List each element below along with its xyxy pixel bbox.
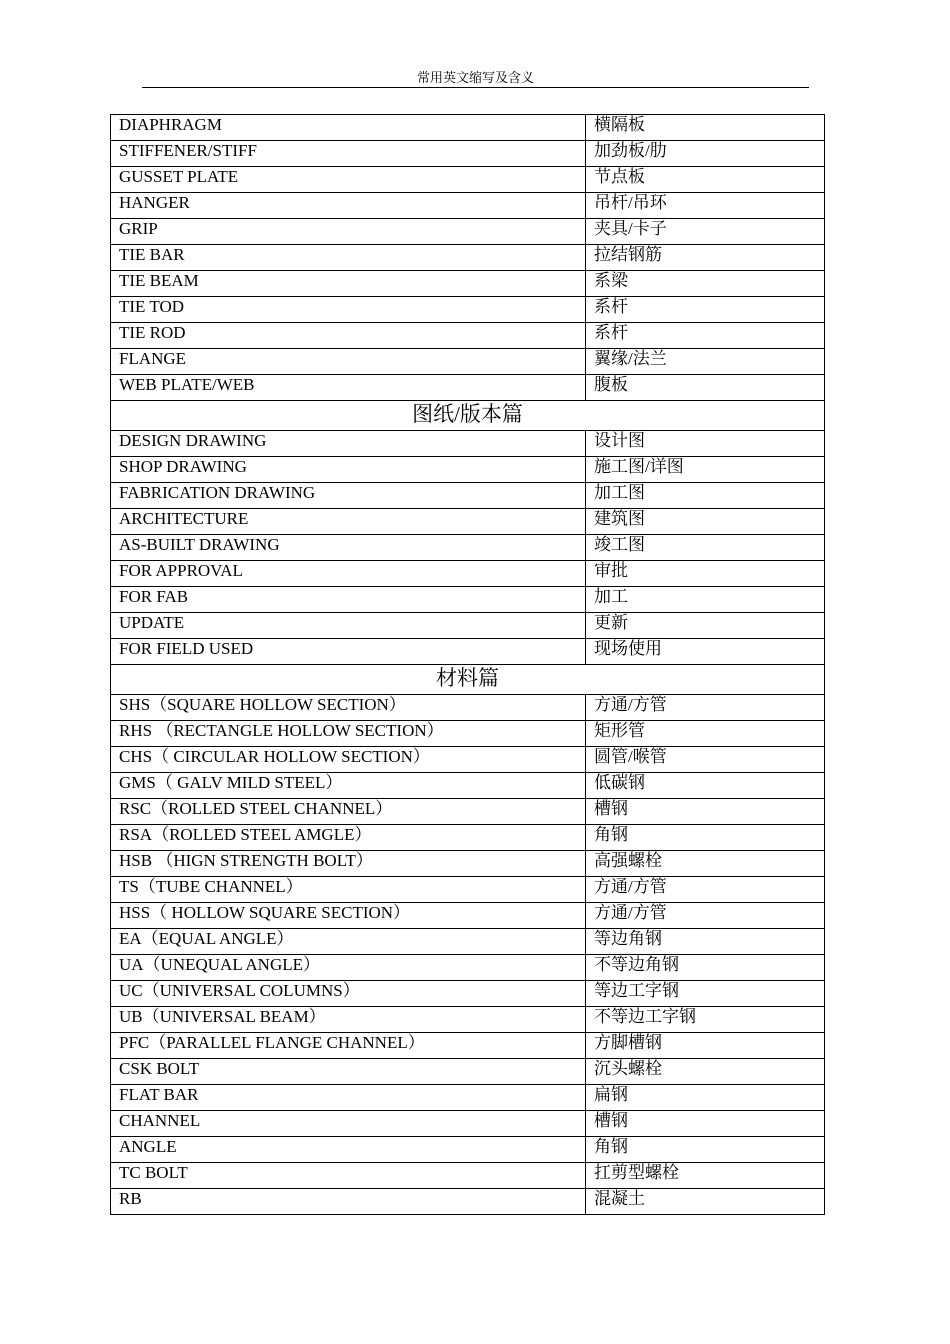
table-row [111, 639, 825, 665]
table-row [111, 1059, 825, 1085]
meaning-cell: 不等边工字钢 [586, 1007, 825, 1033]
table-row [111, 561, 825, 587]
term-cell: PFC（PARALLEL FLANGE CHANNEL） [111, 1033, 586, 1059]
term-cell: TIE TOD [111, 297, 586, 323]
glossary-body [111, 115, 825, 1215]
table-row [111, 1163, 825, 1189]
meaning-cell: 系杆 [586, 323, 825, 349]
term-cell: RB [111, 1189, 586, 1215]
meaning-cell: 角钢 [586, 1137, 825, 1163]
table-row [111, 721, 825, 747]
section-header-row [111, 665, 825, 695]
meaning-cell: 低碳钢 [586, 773, 825, 799]
term-cell: RSC（ROLLED STEEL CHANNEL） [111, 799, 586, 825]
term-cell: UPDATE [111, 613, 586, 639]
term-cell: AS-BUILT DRAWING [111, 535, 586, 561]
meaning-cell: 拉结钢筋 [586, 245, 825, 271]
meaning-cell: 系梁 [586, 271, 825, 297]
meaning-cell: 加工 [586, 587, 825, 613]
term-cell: CHS（ CIRCULAR HOLLOW SECTION） [111, 747, 586, 773]
term-cell: SHOP DRAWING [111, 457, 586, 483]
meaning-cell: 翼缘/法兰 [586, 349, 825, 375]
table-row [111, 193, 825, 219]
meaning-cell: 竣工图 [586, 535, 825, 561]
term-cell: FOR FAB [111, 587, 586, 613]
section-header-row [111, 401, 825, 431]
table-row [111, 271, 825, 297]
table-row [111, 167, 825, 193]
term-cell: RSA（ROLLED STEEL AMGLE） [111, 825, 586, 851]
term-cell: GRIP [111, 219, 586, 245]
term-cell: HSB （HIGN STRENGTH BOLT） [111, 851, 586, 877]
meaning-cell: 方通/方管 [586, 695, 825, 721]
table-row [111, 903, 825, 929]
term-cell: ANGLE [111, 1137, 586, 1163]
table-row [111, 773, 825, 799]
meaning-cell: 矩形管 [586, 721, 825, 747]
table-row [111, 115, 825, 141]
meaning-cell: 扛剪型螺栓 [586, 1163, 825, 1189]
meaning-cell: 槽钢 [586, 1111, 825, 1137]
term-cell: TIE BEAM [111, 271, 586, 297]
term-cell: STIFFENER/STIFF [111, 141, 586, 167]
table-row [111, 877, 825, 903]
term-cell: RHS （RECTANGLE HOLLOW SECTION） [111, 721, 586, 747]
meaning-cell: 腹板 [586, 375, 825, 401]
meaning-cell: 方通/方管 [586, 877, 825, 903]
term-cell: EA（EQUAL ANGLE） [111, 929, 586, 955]
term-cell: GUSSET PLATE [111, 167, 586, 193]
glossary-table [110, 114, 825, 1215]
term-cell: TIE ROD [111, 323, 586, 349]
term-cell: UB（UNIVERSAL BEAM） [111, 1007, 586, 1033]
table-row [111, 747, 825, 773]
table-row [111, 613, 825, 639]
meaning-cell: 建筑图 [586, 509, 825, 535]
term-cell: CSK BOLT [111, 1059, 586, 1085]
table-row [111, 587, 825, 613]
meaning-cell: 加工图 [586, 483, 825, 509]
meaning-cell: 混凝土 [586, 1189, 825, 1215]
table-row [111, 509, 825, 535]
meaning-cell: 系杆 [586, 297, 825, 323]
meaning-cell: 不等边角钢 [586, 955, 825, 981]
term-cell: WEB PLATE/WEB [111, 375, 586, 401]
term-cell: FLAT BAR [111, 1085, 586, 1111]
table-row [111, 245, 825, 271]
table-row [111, 297, 825, 323]
term-cell: CHANNEL [111, 1111, 586, 1137]
table-row [111, 349, 825, 375]
term-cell: TIE BAR [111, 245, 586, 271]
term-cell: FABRICATION DRAWING [111, 483, 586, 509]
meaning-cell: 节点板 [586, 167, 825, 193]
term-cell: TS（TUBE CHANNEL） [111, 877, 586, 903]
table-row [111, 323, 825, 349]
meaning-cell: 扁钢 [586, 1085, 825, 1111]
table-row [111, 1033, 825, 1059]
section-title: 图纸/版本篇 [111, 401, 825, 431]
meaning-cell: 加劲板/肋 [586, 141, 825, 167]
table-row [111, 535, 825, 561]
table-row [111, 825, 825, 851]
meaning-cell: 圆管/喉管 [586, 747, 825, 773]
page-header: 常用英文缩写及含义 [142, 70, 809, 88]
meaning-cell: 横隔板 [586, 115, 825, 141]
table-row [111, 375, 825, 401]
meaning-cell: 槽钢 [586, 799, 825, 825]
term-cell: TC BOLT [111, 1163, 586, 1189]
meaning-cell: 吊杆/吊环 [586, 193, 825, 219]
table-row [111, 457, 825, 483]
term-cell: UA（UNEQUAL ANGLE） [111, 955, 586, 981]
table-row [111, 219, 825, 245]
term-cell: DIAPHRAGM [111, 115, 586, 141]
table-row [111, 1137, 825, 1163]
term-cell: FLANGE [111, 349, 586, 375]
term-cell: FOR APPROVAL [111, 561, 586, 587]
table-row [111, 695, 825, 721]
meaning-cell: 等边角钢 [586, 929, 825, 955]
table-row [111, 981, 825, 1007]
meaning-cell: 方通/方管 [586, 903, 825, 929]
meaning-cell: 夹具/卡子 [586, 219, 825, 245]
term-cell: GMS（ GALV MILD STEEL） [111, 773, 586, 799]
term-cell: HSS（ HOLLOW SQUARE SECTION） [111, 903, 586, 929]
meaning-cell: 等边工字钢 [586, 981, 825, 1007]
table-row [111, 851, 825, 877]
section-title: 材料篇 [111, 665, 825, 695]
table-row [111, 929, 825, 955]
term-cell: FOR FIELD USED [111, 639, 586, 665]
table-row [111, 141, 825, 167]
term-cell: HANGER [111, 193, 586, 219]
table-row [111, 1111, 825, 1137]
table-row [111, 483, 825, 509]
meaning-cell: 角钢 [586, 825, 825, 851]
meaning-cell: 现场使用 [586, 639, 825, 665]
term-cell: SHS（SQUARE HOLLOW SECTION） [111, 695, 586, 721]
table-row [111, 955, 825, 981]
meaning-cell: 设计图 [586, 431, 825, 457]
meaning-cell: 方脚槽钢 [586, 1033, 825, 1059]
term-cell: DESIGN DRAWING [111, 431, 586, 457]
meaning-cell: 更新 [586, 613, 825, 639]
meaning-cell: 审批 [586, 561, 825, 587]
term-cell: UC（UNIVERSAL COLUMNS） [111, 981, 586, 1007]
table-row [111, 1085, 825, 1111]
table-row [111, 1007, 825, 1033]
meaning-cell: 沉头螺栓 [586, 1059, 825, 1085]
meaning-cell: 施工图/详图 [586, 457, 825, 483]
table-row [111, 1189, 825, 1215]
term-cell: ARCHITECTURE [111, 509, 586, 535]
meaning-cell: 高强螺栓 [586, 851, 825, 877]
table-row [111, 799, 825, 825]
table-row [111, 431, 825, 457]
